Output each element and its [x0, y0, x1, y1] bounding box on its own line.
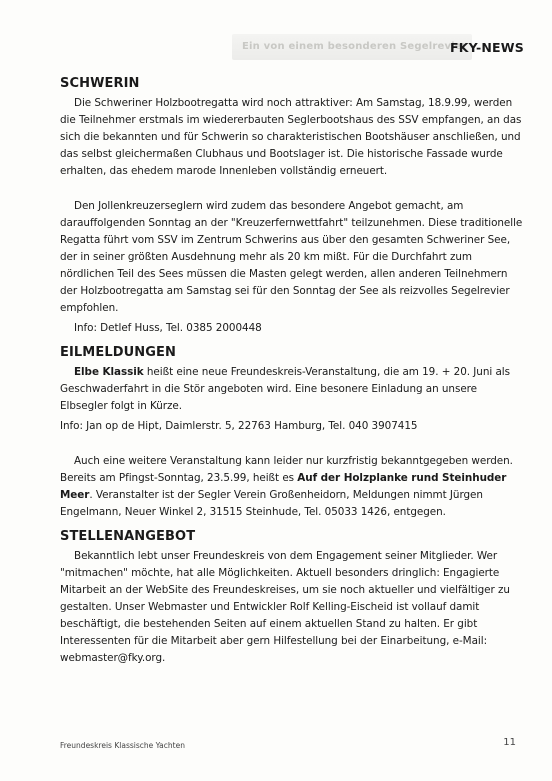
page-number: 11 — [503, 737, 516, 748]
eilmeldungen-info: Info: Jan op de Hipt, Daimlerstr. 5, 22763 Hamburg, Tel. 040 3907415 — [60, 420, 418, 432]
elbe-klassik-title: Elbe Klassik — [74, 366, 144, 378]
eilmeldungen-paragraph-2 — [60, 453, 526, 521]
eilmeldungen-paragraph-1 — [60, 364, 526, 415]
schwerin-paragraph-2: Den Jollenkreuzerseglern wird zudem das besondere Angebot gemacht, am darauffolgenden Sonntag an der "Kreuzerfernwettfahrt" teilzunehmen. Diese traditionelle Regatta führt vom SSV im Zentrum Schwerins aus über den gesamten Schweriner See, der in seiner größten Ausdehnung mehr als 20 km mißt. Für die Durchfahrt zum nördlichen Teil des Sees müssen die Masten gelegt werden, allen anderen Teilnehmern der Holzbootregatta am Samstag sei für den Sonntag der See als reizvolles Segelrevier empfohlen. — [60, 200, 523, 314]
show-through-banner: Ein von einem besonderen Segelrevier — [232, 34, 472, 60]
section-stellenangebot — [60, 529, 526, 667]
article-content — [60, 76, 526, 667]
schwerin-paragraph-1: Die Schweriner Holzbootregatta wird noch attraktiver: Am Samstag, 18.9.99, werden die Teilnehmer erstmals im wiedererbauten Seglerbootshaus des SSV empfangen, an das sich die bekannten und für Schwerin so charakteristischen Bootshäuser anschließen, und das selbst gleichermaßen Clubhaus und Bootslager ist. Die historische Fassade wurde erhalten, das ehedem marode Innenleben vollständig erneuert. — [60, 97, 522, 177]
section-heading-eilmeldungen: EILMELDUNGEN — [60, 345, 176, 360]
eilmeldungen-paragraph-2-rest: . Veranstalter ist der Segler Verein Großenheidorn, Meldungen nimmt Jürgen Engelmann, Neuer Winkel 2, 31515 Steinhude, Tel. 05033 1426, entgegen. — [60, 489, 483, 518]
page-header-title: FKY-NEWS — [449, 40, 524, 55]
holzplanke-title: Auf der Holzplanke rund Steinhuder Meer — [60, 472, 507, 501]
schwerin-info: Info: Detlef Huss, Tel. 0385 2000448 — [74, 322, 262, 334]
stellenangebot-paragraph-1: Bekanntlich lebt unser Freundeskreis von dem Engagement seiner Mitglieder. Wer "mitmachen" möchte, hat alle Möglichkeiten. Aktuell besonders dringlich: Engagierte Mitarbeit an der WebSite des Freundeskreises, um sie noch aktueller und vielfältiger zu gestalten. Unser Webmaster und Entwickler Rolf Kelling-Eischeid ist vollauf damit beschäftigt, die bestehenden Seiten auf einem aktuellen Stand zu halten. Er gibt Interessenten für die Mitarbeit aber gern Hilfestellung bei der Einarbeitung, e-Mail: webmaster@fky.org. — [60, 550, 510, 664]
eilmeldungen-paragraph-1-text: heißt eine neue Freundeskreis-Veranstaltung, die am 19. + 20. Juni als Geschwaderfahrt in die Stör angeboten wird. Eine besonere Einladung an unsere Elbsegler folgt in Kürze. — [60, 366, 510, 412]
footer-publisher: Freundeskreis Klassische Yachten — [60, 741, 185, 750]
section-heading-stellenangebot: STELLENANGEBOT — [60, 529, 196, 544]
section-eilmeldungen — [60, 345, 526, 521]
section-heading-schwerin: SCHWERIN — [60, 76, 140, 91]
eilmeldungen-paragraph-2-start: Auch eine weitere Veranstaltung kann leider nur kurzfristig bekanntgegeben werden. Bereits am Pfingst-Sonntag, 23.5.99, heißt es — [60, 455, 513, 484]
section-schwerin — [60, 76, 526, 337]
